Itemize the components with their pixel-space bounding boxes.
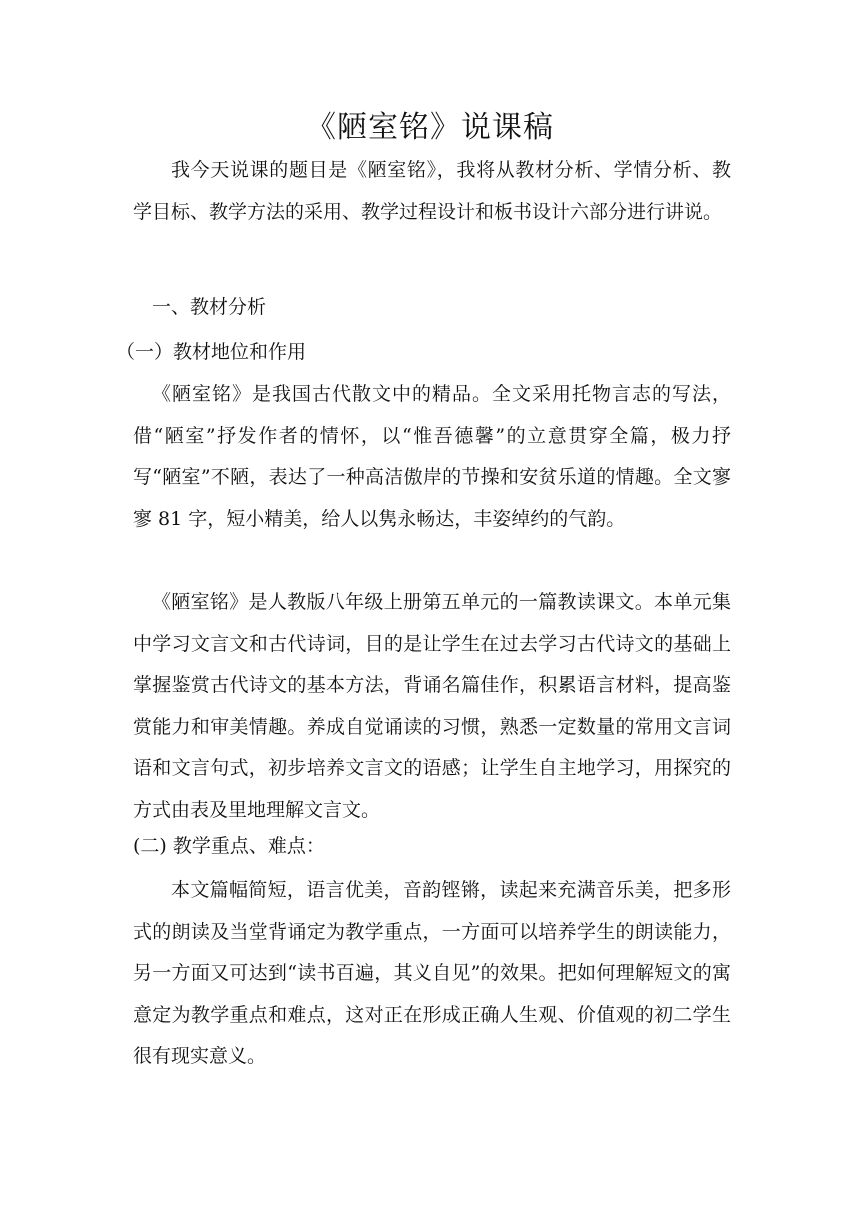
body-paragraph: 《陋室铭》是我国古代散文中的精品。全文采用托物言志的写法，借“陋室”抒发作者的情怀，以“惟吾德馨”的立意贯穿全篇，极力抒写“陋室”不陋，表达了一种高洁傲岸的节操和安贫乐道的情趣。全文寥寥 81 字，短小精美，给人以隽永畅达，丰姿绰约的气韵。	[133, 383, 731, 530]
paragraph-block-1	[133, 374, 731, 540]
paragraph-block-3	[133, 870, 731, 1078]
subsection-heading: (二) 教学重点、难点：	[133, 835, 325, 857]
subsection-heading: （一）教材地位和作用	[116, 341, 307, 363]
section-heading: 一、教材分析	[152, 296, 267, 318]
intro-paragraph: 我今天说课的题目是《陋室铭》，我将从教材分析、学情分析、教学目标、教学方法的采用、教学过程设计和板书设计六部分进行讲说。	[133, 159, 731, 223]
body-paragraph: 本文篇幅简短，语言优美，音韵铿锵，读起来充满音乐美，把多形式的朗读及当堂背诵定为教学重点，一方面可以培养学生的朗读能力，另一方面又可达到“读书百遍，其义自见”的效果。把如何理解短文的寓意定为教学重点和难点，这对正在形成正确人生观、价值观的初二学生很有现实意义。	[133, 879, 731, 1067]
intro-paragraph-block	[133, 150, 731, 233]
body-paragraph: 《陋室铭》是人教版八年级上册第五单元的一篇教读课文。本单元集中学习文言文和古代诗词，目的是让学生在过去学习古代诗文的基础上掌握鉴赏古代诗文的基本方法，背诵名篇佳作，积累语言材料，提高鉴赏能力和审美情趣。养成自觉诵读的习惯，熟悉一定数量的常用文言词语和文言句式，初步培养文言文的语感；让学生自主地学习，用探究的方式由表及里地理解文言文。	[133, 591, 731, 821]
document-title: 《陋室铭》说课稿	[306, 110, 554, 145]
paragraph-block-2	[133, 582, 731, 831]
